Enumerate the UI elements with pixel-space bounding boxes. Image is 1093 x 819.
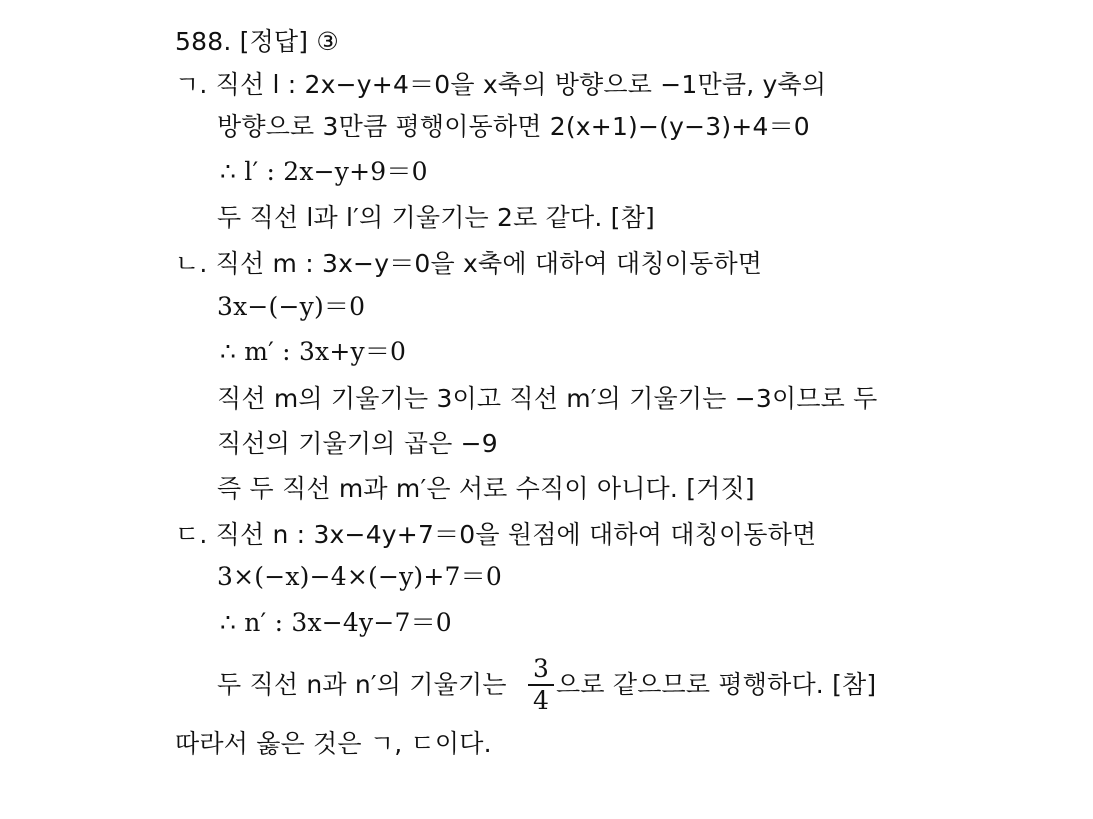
part-c-line-3: ∴ n′ : 3x−4y−7＝0 <box>220 608 452 637</box>
part-c-line-2: 3×(−x)−4×(−y)+7＝0 <box>217 562 502 591</box>
conclusion: 따라서 옳은 것은 ㄱ, ㄷ이다. <box>175 729 492 758</box>
part-a-line-3: ∴ l′ : 2x−y+9＝0 <box>220 157 428 186</box>
fraction-denominator: 4 <box>533 686 549 715</box>
part-a-line-4: 두 직선 l과 l′의 기울기는 2로 같다. [참] <box>217 203 655 232</box>
fraction-numerator: 3 <box>533 654 549 683</box>
part-a-line-1: ㄱ. 직선 l : 2x−y+4＝0을 x축의 방향으로 −1만큼, y축의 <box>175 70 827 99</box>
part-c-line-1: ㄷ. 직선 n : 3x−4y+7＝0을 원점에 대하여 대칭이동하면 <box>175 520 817 549</box>
part-c-line-4-after: 으로 같으므로 평행하다. [참] <box>556 670 877 699</box>
part-a-line-2: 방향으로 3만큼 평행이동하면 2(x+1)−(y−3)+4＝0 <box>217 112 810 141</box>
part-b-line-3: ∴ m′ : 3x+y＝0 <box>220 337 407 366</box>
part-b-line-5: 직선의 기울기의 곱은 −9 <box>217 429 498 458</box>
part-b-line-4: 직선 m의 기울기는 3이고 직선 m′의 기울기는 −3이므로 두 <box>217 384 878 413</box>
answer-header: 588. [정답] ③ <box>175 27 339 56</box>
part-b-line-2: 3x−(−y)＝0 <box>217 292 366 321</box>
part-b-line-6: 즉 두 직선 m과 m′은 서로 수직이 아니다. [거짓] <box>217 474 755 503</box>
part-c-line-4-before: 두 직선 n과 n′의 기울기는 <box>217 670 507 699</box>
part-b-line-1: ㄴ. 직선 m : 3x−y＝0을 x축에 대하여 대칭이동하면 <box>175 249 763 278</box>
fraction-three-quarters <box>528 655 554 715</box>
